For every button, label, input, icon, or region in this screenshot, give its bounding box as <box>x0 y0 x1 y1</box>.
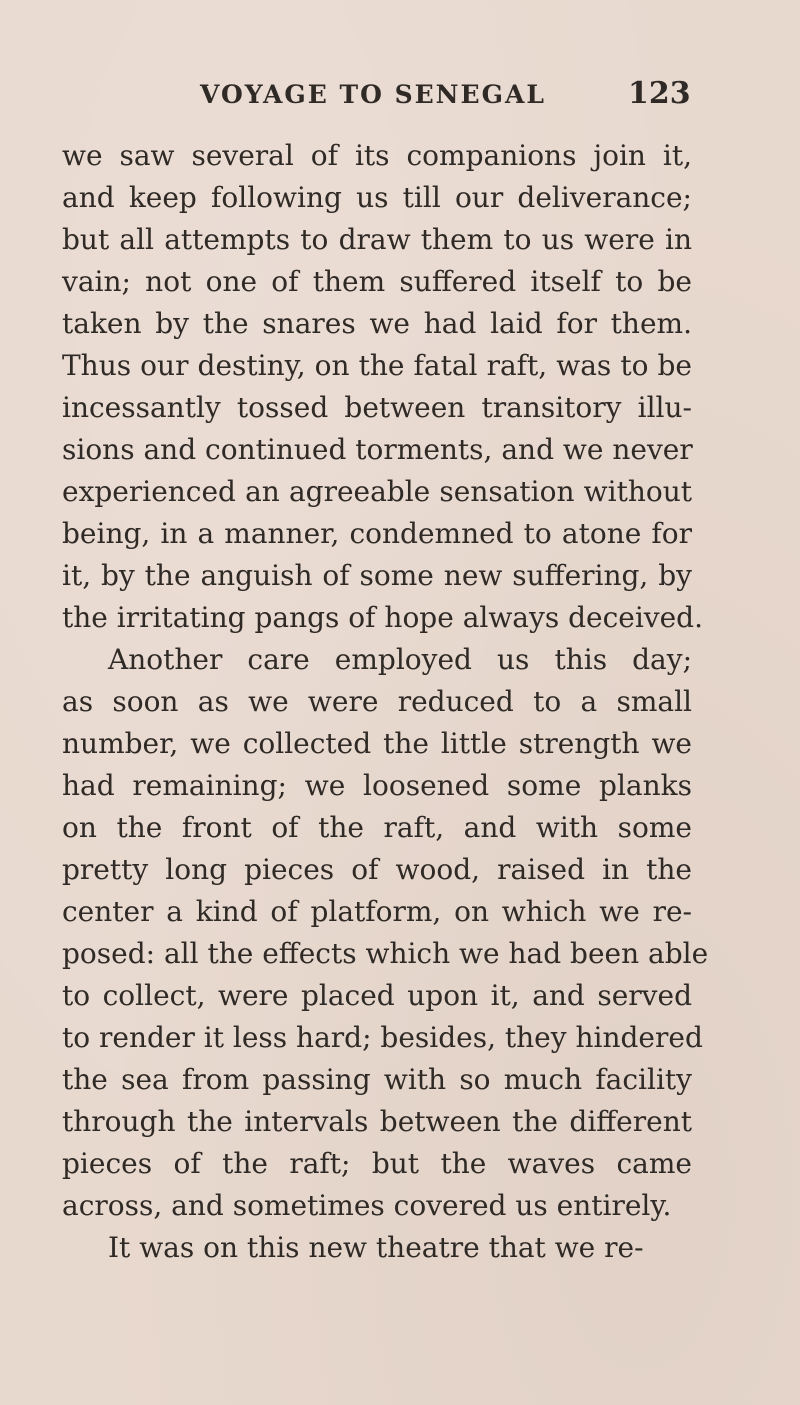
text-line: experienced an agreeable sensation without <box>62 475 692 508</box>
text-line: center a kind of platform, on which we re- <box>62 895 692 928</box>
text-line: across, and sometimes covered us entirely. <box>62 1189 672 1222</box>
page-number: 123 <box>628 76 691 111</box>
text-line: through the intervals between the different <box>62 1105 692 1138</box>
text-line: on the front of the raft, and with some <box>62 811 692 844</box>
text-line: to render it less hard; besides, they hindered <box>62 1021 703 1054</box>
text-line: being, in a manner, condemned to atone for <box>62 517 692 550</box>
text-line: the sea from passing with so much facility <box>62 1063 692 1096</box>
text-line: vain; not one of them suffered itself to be <box>62 265 692 298</box>
text-line: pieces of the raft; but the waves came <box>62 1147 692 1180</box>
text-line: had remaining; we loosened some planks <box>62 769 692 802</box>
text-line: posed: all the effects which we had been able <box>62 937 709 970</box>
text-line: pretty long pieces of wood, raised in the <box>62 853 692 886</box>
text-line: taken by the snares we had laid for them. <box>62 307 692 340</box>
running-head-title: VOYAGE TO SENEGAL <box>200 80 546 109</box>
running-head <box>0 76 800 116</box>
text-line: to collect, were placed upon it, and served <box>62 979 692 1012</box>
text-line: as soon as we were reduced to a small <box>62 685 692 718</box>
text-line: Thus our destiny, on the fatal raft, was to be <box>62 349 692 382</box>
text-line: Another care employed us this day; <box>108 643 692 676</box>
text-line: number, we collected the little strength we <box>62 727 692 760</box>
text-line: the irritating pangs of hope always deceived. <box>62 601 704 634</box>
text-line: incessantly tossed between transitory illu- <box>62 391 692 424</box>
text-line: sions and continued torments, and we never <box>62 433 693 466</box>
text-line: It was on this new theatre that we re- <box>108 1231 644 1264</box>
text-line: we saw several of its companions join it, <box>62 139 692 172</box>
text-line: but all attempts to draw them to us were in <box>62 223 692 256</box>
text-line: it, by the anguish of some new suffering, by <box>62 559 692 592</box>
body-text <box>62 135 709 1269</box>
text-line: and keep following us till our deliverance; <box>62 181 692 214</box>
